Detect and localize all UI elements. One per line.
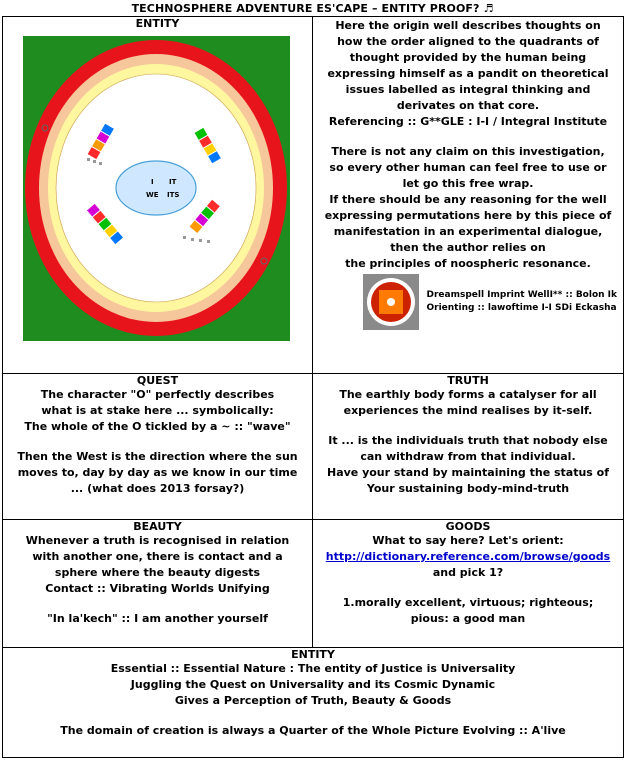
imprint-row [313,274,623,330]
center-word-i: I [151,178,154,186]
origin-line: expressing permutations here by this piece of [324,209,612,222]
truth-heading: TRUTH [447,374,489,387]
origin-line: Here the origin well describes thoughts on [335,19,601,32]
quest-heading: QUEST [136,374,179,387]
truth-line: Your sustaining body-mind-truth [366,482,570,495]
content-grid [2,16,624,758]
imprint-line: Dreamspell Imprint WellI** :: Bolon Ik [426,290,617,300]
quest-cell [3,374,313,520]
origin-line: manifestation in an experimental dialogue, [333,225,603,238]
origin-line: thought provided by the human being [349,51,587,64]
beauty-line: Whenever a truth is recognised in relation [25,534,290,547]
origin-line: expressing himself as a pandit on theoretical [327,67,609,80]
origin-line: then the author relies on [390,241,546,254]
origin-line: so every other human can feel free to use or [329,161,607,174]
origin-line: how the order aligned to the quadrants of [337,35,599,48]
goods-line: What to say here? Let's orient: [372,534,564,547]
entity-bottom-cell [3,648,624,758]
quest-line: The whole of the O tickled by a ~ :: "wave" [24,420,291,433]
goods-heading: GOODS [445,520,491,533]
quest-line: Then the West is the direction where the sun [17,450,298,463]
origin-cell [313,17,624,374]
truth-line: Have your stand by maintaining the status of [326,466,610,479]
origin-line: If there should be any reasoning for the well [329,193,607,206]
quest-line: The character "O" perfectly describes [40,388,275,401]
document-title: TECHNOSPHERE ADVENTURE ES'CAPE – ENTITY PROOF? ♬ [131,2,494,15]
beauty-line: with another one, there is contact and a [32,550,283,563]
origin-line: There is not any claim on this investigation, [331,145,605,158]
truth-line: The earthly body forms a catalyser for all [339,388,597,401]
truth-line: experiences the mind realises by it-self. [343,404,593,417]
goods-line: pious: a good man [410,612,526,625]
center-word-we: WE [146,191,159,199]
quest-line: ... (what does 2013 forsay?) [70,482,245,495]
dreamspell-glyph-icon [363,274,419,330]
center-word-it: IT [169,178,177,186]
beauty-heading: BEAUTY [133,520,182,533]
beauty-cell [3,520,313,648]
goods-line: 1.morally excellent, virtuous; righteous; [342,596,594,609]
entity-line: Juggling the Quest on Universality and its Cosmic Dynamic [130,678,496,691]
quest-line: what is at stake here ... symbolically: [41,404,274,417]
truth-line: It ... is the individuals truth that nobody else [328,434,608,447]
entity-bottom-heading: ENTITY [291,648,335,661]
entity-line: The domain of creation is always a Quarter of the Whole Picture Evolving :: A'live [60,724,566,737]
goods-line: and pick 1? [432,566,504,579]
origin-line: let go this free wrap. [402,177,534,190]
origin-reference: Referencing :: G**GLE : I-I / Integral Institute [328,115,608,128]
goods-cell [313,520,624,648]
quadrant-mandala-icon [23,36,290,341]
truth-line: can withdraw from that individual. [360,450,576,463]
entity-top-heading: ENTITY [135,17,180,30]
orienting-line: Orienting :: lawoftime I-I SDi Eckasha [426,303,617,313]
quest-line: moves to, day by day as we know in our time [17,466,298,479]
truth-cell [313,374,624,520]
origin-line: derivates on that core. [396,99,540,112]
origin-line: the principles of noospheric resonance. [345,257,591,270]
beauty-line: Contact :: Vibrating Worlds Unifying [45,582,270,595]
center-word-its: ITS [167,191,180,199]
origin-line: issues labelled as integral thinking and [345,83,591,96]
dictionary-link[interactable]: http://dictionary.reference.com/browse/goods [325,550,611,563]
entity-top-cell [3,17,313,374]
entity-line: Essential :: Essential Nature : The entity of Justice is Universality [110,662,516,675]
beauty-line: "In la'kech" :: I am another yourself [47,612,268,625]
beauty-line: sphere where the beauty digests [54,566,261,579]
entity-line: Gives a Perception of Truth, Beauty & Goods [174,694,452,707]
